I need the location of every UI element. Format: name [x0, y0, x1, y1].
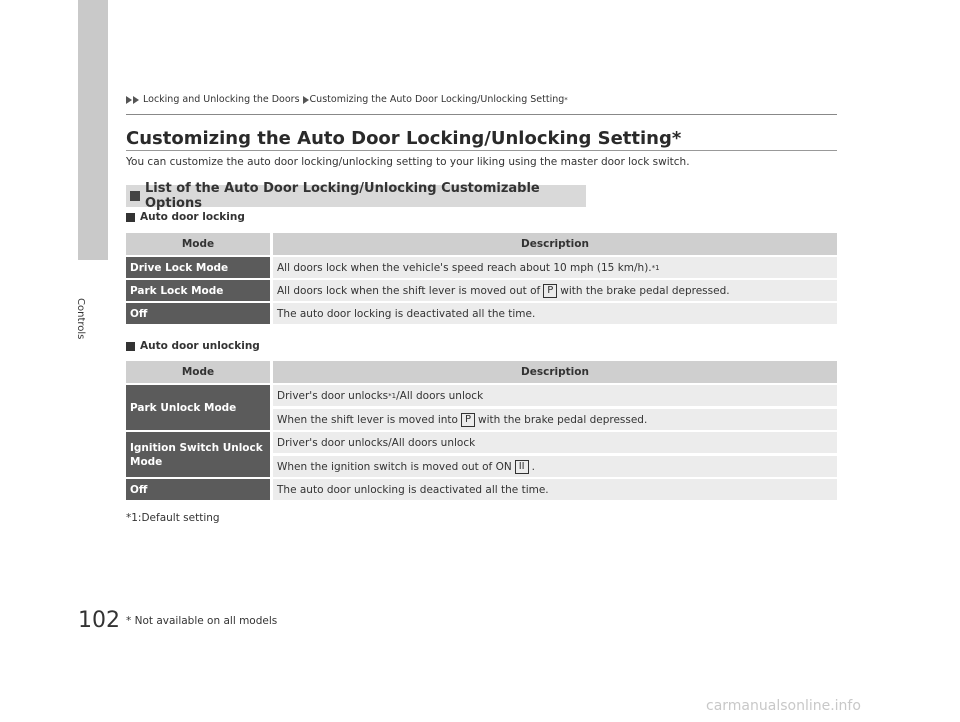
- description-text: with the brake pedal depressed.: [477, 413, 648, 426]
- park-key-icon: P: [461, 413, 475, 427]
- table-row: [126, 479, 837, 500]
- breadcrumb-arrow-icon: [303, 96, 309, 104]
- table-row: [126, 432, 837, 477]
- table-row: [126, 385, 837, 430]
- chapter-side-tab: [78, 0, 108, 260]
- chapter-label: Controls: [75, 298, 86, 340]
- breadcrumb-item[interactable]: Customizing the Auto Door Locking/Unlocking Setting: [309, 94, 565, 105]
- section-heading-text: List of the Auto Door Locking/Unlocking Customizable Options: [145, 181, 540, 211]
- description-column-header: Description: [273, 233, 837, 255]
- table-header-row: [126, 361, 837, 383]
- section-square-icon: [130, 191, 140, 201]
- description-cell: [273, 456, 837, 477]
- description-text: All doors lock when the vehicle's speed reach about 10 mph (15 km/h).: [277, 261, 652, 274]
- mode-column-header: Mode: [126, 233, 270, 255]
- description-cell: [273, 409, 837, 430]
- description-cell: Driver's door unlocks/All doors unlock: [273, 432, 837, 453]
- locking-heading-text: Auto door locking: [140, 211, 245, 223]
- description-text: .: [531, 460, 535, 473]
- locking-heading: [126, 211, 245, 223]
- description-text: When the ignition switch is moved out of ON: [277, 460, 512, 473]
- description-text: All doors lock when the shift lever is moved out of: [277, 284, 541, 297]
- description-column-header: Description: [273, 361, 837, 383]
- breadcrumb-arrow-icon: [133, 96, 139, 104]
- description-text: with the brake pedal depressed.: [560, 284, 730, 297]
- description-text: /All doors unlock: [396, 389, 484, 402]
- mode-column-header: Mode: [126, 361, 270, 383]
- description-text: Driver's door unlocks: [277, 389, 389, 402]
- mode-cell: Park Unlock Mode: [126, 385, 270, 430]
- header-rule: [126, 114, 837, 115]
- table-row: [126, 257, 837, 278]
- breadcrumb: Locking and Unlocking the Doors Customizing the Auto Door Locking/Unlocking Setting *: [126, 94, 568, 105]
- ignition-position-icon: II: [515, 460, 529, 474]
- mode-cell: Ignition Switch Unlock Mode: [126, 432, 270, 477]
- footnote: *1:Default setting: [126, 512, 220, 524]
- mode-cell: Park Lock Mode: [126, 280, 270, 301]
- description-cell: The auto door unlocking is deactivated all the time.: [273, 479, 837, 500]
- watermark: carmanualsonline.info: [706, 698, 861, 714]
- availability-note: * Not available on all models: [126, 615, 278, 627]
- unlocking-heading-text: Auto door unlocking: [140, 340, 260, 352]
- description-cell: The auto door locking is deactivated all the time.: [273, 303, 837, 324]
- locking-table: [126, 233, 837, 326]
- heading-square-icon: [126, 342, 135, 351]
- unlocking-table: [126, 361, 837, 502]
- table-header-row: [126, 233, 837, 255]
- breadcrumb-arrow-icon: [126, 96, 132, 104]
- intro-text: You can customize the auto door locking/unlocking setting to your liking using the master door lock switch.: [126, 156, 690, 168]
- unlocking-heading: [126, 340, 260, 352]
- page-title-text: Customizing the Auto Door Locking/Unlocking Setting: [126, 128, 672, 149]
- heading-square-icon: [126, 213, 135, 222]
- page-number: 102: [78, 608, 120, 633]
- mode-cell: Drive Lock Mode: [126, 257, 270, 278]
- description-text: When the shift lever is moved into: [277, 413, 458, 426]
- description-cell: Driver's door unlocks *1 /All doors unlock: [273, 385, 837, 406]
- table-row: [126, 280, 837, 301]
- breadcrumb-item[interactable]: Locking and Unlocking the Doors: [143, 94, 300, 105]
- section-heading: [126, 181, 586, 211]
- park-key-icon: P: [543, 284, 557, 298]
- table-row: [126, 303, 837, 324]
- title-rule: [126, 150, 837, 151]
- page-title: [126, 128, 681, 149]
- description-cell: [273, 280, 837, 301]
- mode-cell: Off: [126, 479, 270, 500]
- mode-cell: Off: [126, 303, 270, 324]
- page-title-star: *: [671, 128, 682, 149]
- description-cell: All doors lock when the vehicle's speed reach about 10 mph (15 km/h). *1: [273, 257, 837, 278]
